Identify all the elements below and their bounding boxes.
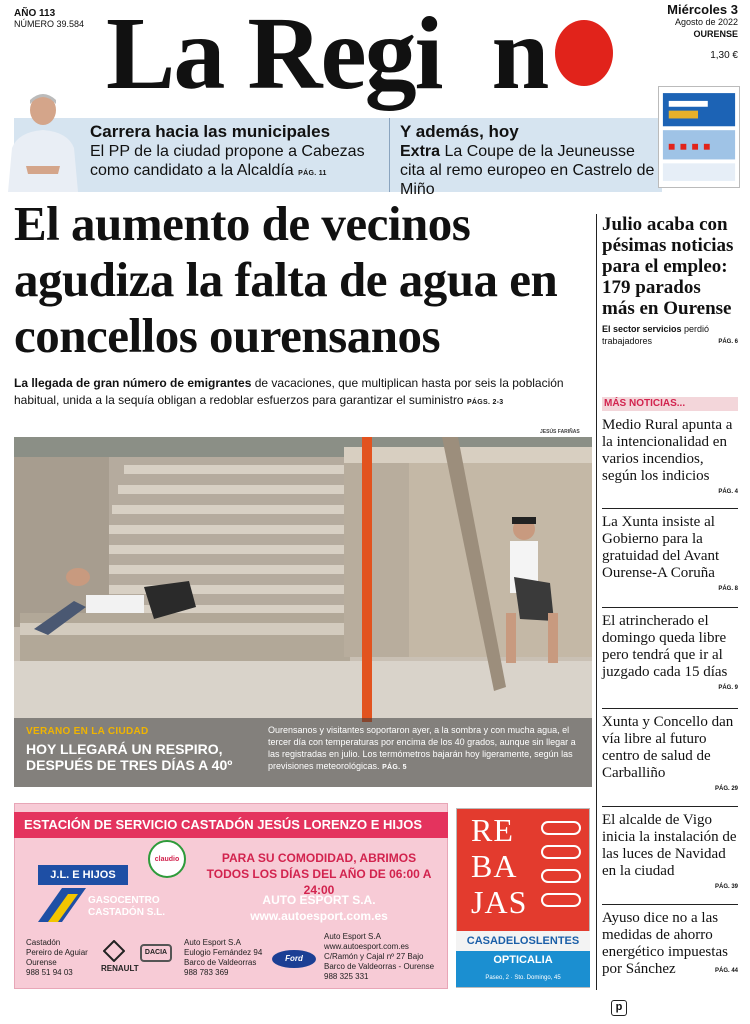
promo-municipales-page: PÁG. 11 [298, 170, 327, 177]
news-item[interactable] [602, 613, 738, 691]
ad-address-castadon: Castadón Pereiro de Aguiar Ourense 988 51 94 03 [26, 938, 88, 977]
p-logo-icon[interactable]: p [611, 1000, 627, 1016]
ad-address-eulogio: Auto Esport S.A Eulogio Fernández 94 Barco de Valdeorras 988 783 369 [184, 938, 263, 977]
glasses-icon [541, 893, 581, 907]
ad-gas-message: PARA SU COMODIDAD, ABRIMOS TODOS LOS DÍAS DEL AÑO DE 06:00 A 24:00 [206, 851, 432, 897]
rebajas-brand: OPTICALIA [456, 951, 590, 969]
news-item-title: Xunta y Concello dan vía libre al futuro centro de salud de Carballiño [602, 714, 734, 781]
logo-text: La Regi n [106, 0, 548, 111]
photo-caption-box [14, 718, 264, 787]
gasocentro-icon [38, 888, 86, 922]
price: 1,30 € [710, 50, 738, 61]
ford-logo: Ford [272, 950, 316, 968]
issue-number: NÚMERO 39.584 [14, 19, 85, 29]
claudio-logo: claudio [148, 840, 186, 878]
glasses-icon [541, 845, 581, 859]
news-item-page: PÁG. 4 [718, 489, 738, 495]
ad-gas-banner: ESTACIÓN DE SERVICIO CASTADÓN JESÚS LORENZO E HIJOS [14, 812, 448, 838]
rebajas-word-2: BA [471, 848, 518, 884]
promo-municipales[interactable] [90, 121, 384, 183]
renault-logo: RENAULT [103, 940, 139, 973]
glasses-icon [541, 821, 581, 835]
news-divider [602, 708, 738, 709]
column-rule [596, 214, 597, 990]
news-item-page: PÁG. 29 [714, 786, 738, 792]
news-item-title: Medio Rural apunta a la intencionalidad en varios incendios, según los indicios [602, 417, 733, 484]
lead-subhead: La llegada de gran número de emigrantes de vacaciones, que multiplican hasta por seis la población habitual, unida a la sequía obligan a redoblar esfuerzos para garantizar el suministro PÁGS. 2-3 [14, 376, 564, 407]
news-item[interactable] [602, 714, 738, 792]
news-item[interactable] [602, 514, 738, 592]
supplement-cover-image[interactable] [658, 86, 740, 188]
news-item-page: PÁG. 9 [718, 685, 738, 691]
right-lead-page: PÁG. 6 [718, 339, 738, 345]
news-item[interactable] [602, 910, 738, 977]
news-divider [602, 508, 738, 509]
promo-divider [389, 118, 390, 192]
jl-hijos-logo: J.L. E HIJOS [38, 865, 128, 885]
more-news-label: MÁS NOTICIAS... [602, 397, 738, 411]
right-lead-story[interactable] [602, 214, 738, 345]
photo-page: PÁG. 5 [382, 764, 407, 771]
news-item-title: El alcalde de Vigo inicia la instalación de las luces de Navidad en la ciudad [602, 812, 737, 879]
news-divider [602, 904, 738, 905]
news-item-page: PÁG. 39 [714, 884, 738, 890]
news-item-title: La Xunta insiste al Gobierno para la gratuidad del Avant Ourense-A Coruña [602, 514, 720, 581]
date: Agosto de 2022 [674, 17, 738, 27]
glasses-icon [541, 869, 581, 883]
news-item-page: PÁG. 8 [718, 586, 738, 592]
dacia-logo: DACIA [140, 944, 172, 962]
news-item-page: PÁG. 44 [714, 968, 738, 974]
photo-caption: Ourensanos y visitantes soportaron ayer, a la sombra y con mucha agua, el tercer día con temperaturas por encima de los 40 grados, aunque sin llegar a las registradas en julio. Los termómetros bajarán hoy ligeramente, según las previsiones meteorológicas. PÁG. 5 [268, 725, 576, 771]
ad-address-ramon: Auto Esport S.A www.autoesport.com.es C/Ramón y Cajal nº 27 Bajo Barco de Valdeorras - Ourense 988 325 331 [324, 932, 435, 981]
promo-ademas-text: Extra La Coupe de la Jeuneusse cita al remo europeo en Castrelo de Miño [400, 143, 655, 198]
news-divider [602, 607, 738, 608]
promo-ademas-title: Y además, hoy [400, 122, 519, 141]
right-lead-title: Julio acaba con pésimas noticias para el empleo: 179 parados más en Ourense [602, 214, 734, 319]
photo-kicker: VERANO EN LA CIUDAD [26, 726, 149, 737]
masthead-right [667, 4, 738, 62]
photo-title[interactable]: HOY LLEGARÁ UN RESPIRO, DESPUÉS DE TRES DÍAS A 40º [26, 741, 233, 773]
renault-diamond-icon [103, 940, 125, 962]
politician-photo [4, 88, 82, 192]
news-item[interactable] [602, 812, 738, 890]
right-lead-summary: El sector servicios perdió trabajadores [602, 324, 710, 346]
rebajas-word-1: RE [471, 812, 514, 848]
photo-credit: JESÚS FARIÑAS [540, 429, 580, 435]
logo-red-dot [555, 20, 613, 86]
promo-ademas[interactable] [400, 121, 656, 199]
lead-headline[interactable]: El aumento de vecinos agudiza la falta de agua en concellos ourensanos [14, 196, 558, 363]
rebajas-word-3: JAS [471, 884, 528, 920]
rebajas-store-name: CASADELOSLENTES [456, 931, 590, 951]
promo-municipales-title: Carrera hacia las municipales [90, 122, 331, 141]
news-item-title: El atrincherado el domingo queda libre pero tendrá que ir al juzgado cada 15 días [602, 613, 728, 680]
ad-gas-brand: AUTO ESPORT S.A. www.autoesport.com.es [250, 893, 388, 923]
gasocentro-name: GASOCENTRO CASTADÓN S.L. [88, 895, 166, 918]
city: OURENSE [693, 29, 738, 39]
year-label: AÑO 113 [14, 8, 56, 19]
lead-page: PÁGS. 2-3 [466, 399, 504, 406]
news-item-title: Ayuso dice no a las medidas de ahorro energético impuestas por Sánchez [602, 910, 728, 977]
masthead-left [14, 8, 84, 30]
rebajas-address: Paseo, 2 · Sto. Domingo, 45 [456, 969, 590, 987]
news-divider [602, 806, 738, 807]
promo-municipales-text: El PP de la ciudad propone a Cabezas como candidato a la Alcaldía PÁG. 11 [90, 143, 365, 179]
weekday: Miércoles 3 [667, 2, 738, 17]
newspaper-logo[interactable] [106, 0, 666, 111]
news-item[interactable] [602, 417, 738, 495]
